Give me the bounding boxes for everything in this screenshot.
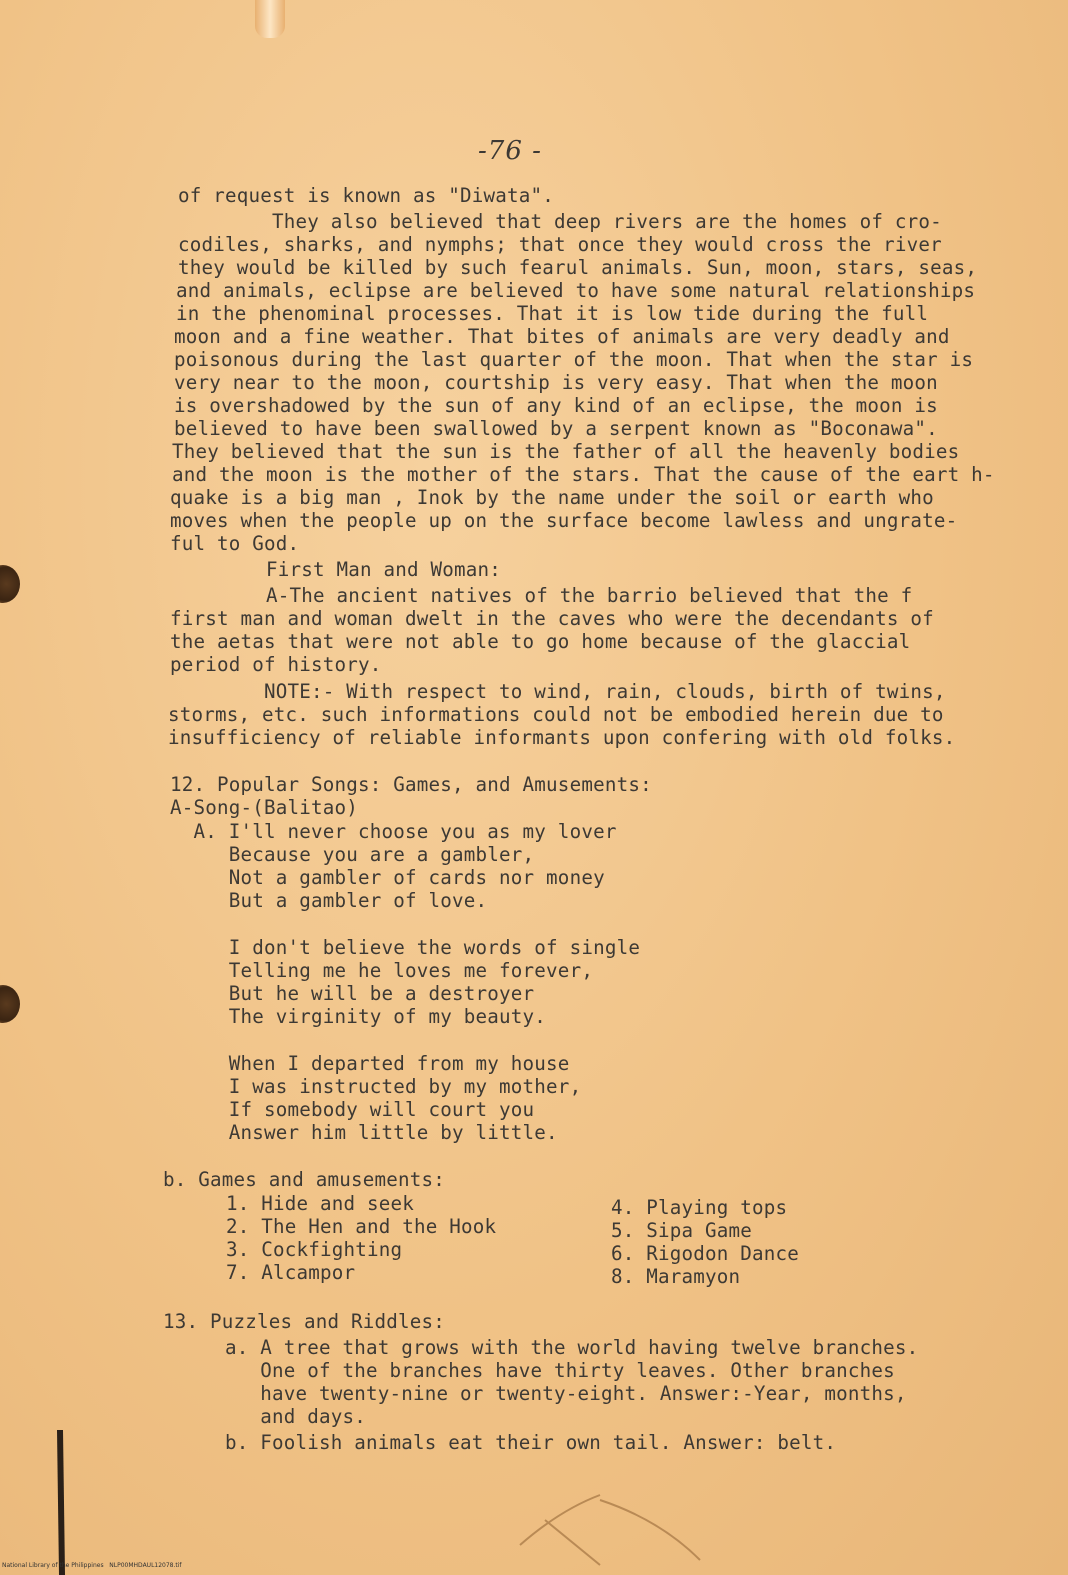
paragraph-line: moves when the people up on the surface become lawless and ungrate-	[170, 509, 958, 532]
song-line: I don't believe the words of single	[170, 936, 641, 959]
section-heading: First Man and Woman:	[172, 558, 502, 581]
paragraph-line: the aetas that were not able to go home because of the glaccial	[170, 630, 911, 653]
paper-tear	[255, 0, 285, 38]
paragraph-line: period of history.	[170, 653, 382, 676]
paragraph-line: they would be killed by such fearul animals. Sun, moon, stars, seas,	[178, 256, 978, 279]
riddle-line: One of the branches have thirty leaves. Other branches	[225, 1359, 895, 1382]
song-line: If somebody will court you	[170, 1098, 535, 1121]
song-line: But a gambler of love.	[170, 889, 488, 912]
song-line: The virginity of my beauty.	[170, 1005, 547, 1028]
song-line: A. I'll never choose you as my lover	[170, 820, 617, 843]
note-line: NOTE:- With respect to wind, rain, clouds, birth of twins,	[170, 680, 946, 703]
paragraph-line: first man and woman dwelt in the caves who were the decendants of	[170, 607, 934, 630]
riddle-line: have twenty-nine or twenty-eight. Answer:-Year, months,	[225, 1382, 907, 1405]
archive-footer: National Library of the Philippines NLP00MHDAUL12078.tif	[2, 1562, 182, 1569]
paragraph-line: A-The ancient natives of the barrio believed that the f	[172, 584, 913, 607]
song-heading: A-Song-(Balitao)	[170, 796, 359, 819]
song-line: When I departed from my house	[170, 1052, 570, 1075]
paragraph-line: is overshadowed by the sun of any kind of an eclipse, the moon is	[174, 394, 938, 417]
binder-hole-top	[0, 565, 20, 603]
song-line: I was instructed by my mother,	[170, 1075, 582, 1098]
section-12-heading: 12. Popular Songs: Games, and Amusements:	[170, 773, 652, 796]
paragraph-line: codiles, sharks, and nymphs; that once they would cross the river	[178, 233, 942, 256]
page-number: -76 -	[478, 136, 542, 166]
game-item: 5. Sipa Game	[611, 1219, 753, 1242]
game-item: 2. The Hen and the Hook	[226, 1215, 497, 1238]
song-line: Not a gambler of cards nor money	[170, 866, 605, 889]
paragraph-line: believed to have been swallowed by a serpent known as "Boconawa".	[174, 417, 938, 440]
paragraph-line: in the phenominal processes. That it is low tide during the full	[176, 302, 929, 325]
song-line: But he will be a destroyer	[170, 982, 535, 1005]
games-heading: b. Games and amusements:	[163, 1168, 446, 1191]
game-item: 4. Playing tops	[611, 1196, 788, 1219]
game-item: 8. Maramyon	[611, 1265, 741, 1288]
paragraph-line: poisonous during the last quarter of the moon. That when the star is	[174, 348, 974, 371]
song-line: Because you are a gambler,	[170, 843, 535, 866]
note-line: storms, etc. such informations could not be embodied herein due to	[168, 703, 944, 726]
riddle-line: b. Foolish animals eat their own tail. Answer: belt.	[225, 1431, 837, 1454]
game-item: 3. Cockfighting	[226, 1238, 403, 1261]
paragraph-line: of request is known as "Diwata".	[178, 184, 555, 207]
section-13-heading: 13. Puzzles and Riddles:	[163, 1310, 446, 1333]
binder-hole-bottom	[0, 985, 20, 1023]
paragraph-line: and animals, eclipse are believed to have some natural relationships	[176, 279, 976, 302]
riddle-line: and days.	[225, 1405, 367, 1428]
song-line: Telling me he loves me forever,	[170, 959, 594, 982]
paragraph-line: very near to the moon, courtship is very easy. That when the moon	[174, 371, 938, 394]
game-item: 1. Hide and seek	[226, 1192, 415, 1215]
paragraph-line: ful to God.	[170, 532, 300, 555]
riddle-line: a. A tree that grows with the world having twelve branches.	[225, 1336, 919, 1359]
note-line: insufficiency of reliable informants upon confering with old folks.	[168, 726, 956, 749]
paragraph-line: They believed that the sun is the father of all the heavenly bodies	[172, 440, 960, 463]
game-item: 7. Alcampor	[226, 1261, 356, 1284]
paragraph-line: moon and a fine weather. That bites of animals are very deadly and	[174, 325, 950, 348]
paragraph-line: and the moon is the mother of the stars. That the cause of the eart h-	[172, 463, 995, 486]
game-item: 6. Rigodon Dance	[611, 1242, 800, 1265]
song-line: Answer him little by little.	[170, 1121, 558, 1144]
paragraph-line: quake is a big man , Inok by the name under the soil or earth who	[170, 486, 934, 509]
paragraph-line: They also believed that deep rivers are the homes of cro-	[178, 210, 942, 233]
